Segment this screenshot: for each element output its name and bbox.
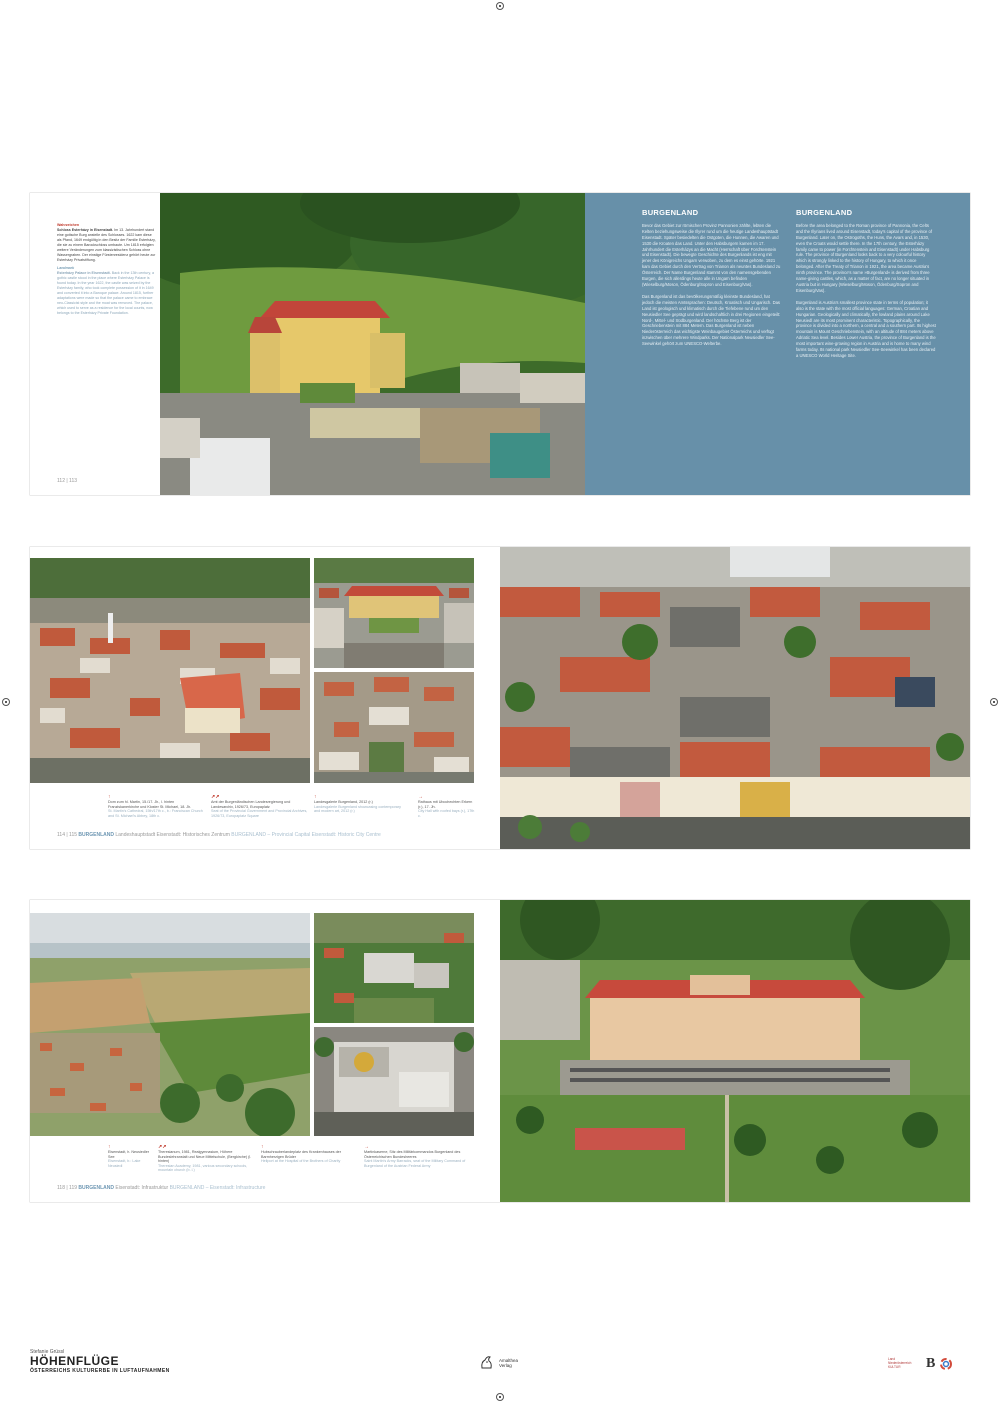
caption-4-en: City Hall with roofed bays (r.), 17th c.	[418, 809, 475, 818]
folio	[57, 1185, 265, 1191]
caption-2-de: Amt der Burgenländischen Landesregierung und Landesarchiv, 1926/73, Europaplatz	[211, 800, 291, 809]
folio-number: 114 | 115	[57, 832, 78, 838]
column-title-de: BURGENLAND	[642, 208, 699, 217]
caption-1-arrow: ↑	[108, 794, 111, 800]
book-subtitle: ÖSTERREICHS KULTURERBE IN LUFTAUFNAHMEN	[30, 1368, 170, 1374]
publisher-name	[499, 1358, 525, 1369]
publisher-line-1: Amalthea	[499, 1357, 519, 1363]
caption-1	[108, 795, 203, 818]
photo-eisenstadt-lake-neusiedl	[30, 913, 310, 1136]
spread-118-119	[30, 900, 970, 1202]
caption-4-en: Saint Martin's Army Barracks, seat of the Military Command of Burgenland of the Austrian Federal Army	[364, 1159, 466, 1168]
registration-mark-bottom	[496, 1393, 504, 1401]
publisher-line-2: Verlag	[499, 1363, 512, 1368]
publisher-logo	[478, 1354, 525, 1372]
text-panel-burgenland	[585, 193, 970, 495]
caption-4-de: Rathaus mit Ubochechten Erkern (r.), 17. Jh.	[418, 800, 473, 809]
photo-hospital-heliport	[314, 1027, 474, 1136]
caption-row	[108, 1145, 488, 1175]
caption-4-arrow: →	[364, 1144, 369, 1150]
column-german	[642, 210, 782, 353]
folio-title-de: Landeshauptstadt Eisenstadt: Historisches Zentrum	[115, 832, 230, 838]
folio-title-de: Eisenstadt: Infrastruktur	[115, 1185, 169, 1191]
caption-2-arrow: ↗↗	[158, 1144, 167, 1150]
caption-2-en: Theresian Academy, 1981, various secondary schools, mountain church (b. l.)	[158, 1163, 248, 1173]
sponsor-line-3: KULTUR	[888, 1364, 901, 1369]
caption-2-arrow: ↗↗	[211, 794, 220, 800]
column-english	[796, 210, 936, 365]
folio-number: 118 | 119	[57, 1185, 78, 1191]
registration-mark-right	[990, 698, 998, 706]
sponsor-logos	[888, 1356, 953, 1372]
caption-1-en: Eisenstadt, b.: Lake Neusiedl	[108, 1159, 141, 1168]
caption-3-de: Landesgalerie Burgenland, 2012 (r.)	[314, 800, 373, 804]
side-text-en: Back in the 13th century, a gothic castle stood in the place where Esterházy Palace is found today. In the year 1622, the castle was seized by the Esterházy family, who took complete possession of it in 1649 and converted it into a Baroque palace. Around 1815, further adaptations were made so that the palace came to embrace neo-Classicist style and the moat was removed. The palace, which used to serve as a residence for the local counts, now belongs to the Esterházy Private Foundation.	[57, 271, 155, 315]
caption-3-de: Hubschrauberlandeplatz des Krankenhauses der Barmherzigen Brüder	[261, 1150, 341, 1159]
side-heading-en: Landmark	[57, 266, 75, 270]
caption-1-de: Dom zum hl. Martin, 15./17. Jh., l. hinten Franziskanerkirche und Kloster St. Michael, 18. Jh.	[108, 800, 192, 809]
sponsor-lower-austria	[888, 1358, 922, 1369]
side-caption	[57, 223, 157, 319]
caption-1-arrow: ↑	[108, 1144, 111, 1150]
caption-3-arrow: ↑	[261, 1144, 264, 1150]
photo-st-martins-cathedral	[30, 558, 310, 783]
folio-title-en: BURGENLAND – Eisenstadt: Infrastructure	[169, 1185, 266, 1191]
photo-esterhazy-palace	[160, 193, 585, 495]
sponsor-ring-icon	[939, 1357, 953, 1371]
book-title: HÖHENFLÜGE	[30, 1354, 119, 1368]
caption-4-arrow: →	[418, 794, 423, 800]
caption-1-en: St. Martin's Cathedral, 15th/17th c., b.: Franciscan Church and St. Michael's Abbey, 18th c.	[108, 809, 203, 818]
column-title-en: BURGENLAND	[796, 208, 853, 217]
caption-3	[314, 795, 404, 814]
caption-1	[108, 1145, 153, 1168]
photo-martin-barracks	[500, 900, 970, 1202]
author-name: Stefanie Grüssl	[30, 1349, 65, 1355]
folio-section: BURGENLAND	[78, 832, 114, 838]
folio-section: BURGENLAND	[78, 1185, 114, 1191]
caption-1-de: Eisenstadt, h. Neusiedler See	[108, 1150, 149, 1159]
spread-112-113	[30, 193, 970, 495]
caption-4	[418, 795, 478, 818]
caption-3-en: Heliport at the Hospital of the Brothers of Charity	[261, 1159, 341, 1164]
caption-2-de: Theresianum, 1981, Realgymnasium, Höhere Bundeslehranstalt und Neue Mittelschule, (Bergkirche) (l. hinten)	[158, 1150, 252, 1164]
caption-3-en: Landesgalerie Burgenland showcasing contemporary and modern art, 2012 (r.)	[314, 804, 401, 814]
caption-2	[211, 795, 311, 818]
caption-4	[364, 1145, 474, 1168]
side-heading-de: Wahrzeichen	[57, 223, 80, 227]
folio-title-en: BURGENLAND – Provincial Capital Eisenstadt: Historic City Centre	[231, 832, 381, 838]
folio	[57, 832, 381, 838]
column-en-paragraph-1: Before the area belonged to the Roman province of Pannonia, the Celts and the Illyrians lived around Eisenstadt, today's capital of the province of Burgenland. Later on, the Ostrogoths, the Huns, the Avars and, in 1530, even the Croats would settle there. In the 17th century, the Esterházy family came to power (in Forchtenstein and Eisenstadt) under Habsburg rule. The province of Burgenland looks back to a very colourful history which is strongly linked to the history of Hungary, to which it once belonged. After the Treaty of Trianon in 1921, the area became Austria's ninth province. The province's name »Burgenland« is derived from three name-giving castles, which, as a matter of fact, are no longer situated in Austria but in Hungary (Wieselburg/Moson, Ödenburg/Sopron and Eisenburg/Vas).	[796, 222, 933, 293]
caption-row	[108, 795, 488, 825]
caption-3	[261, 1145, 356, 1164]
side-title-de: Schloss Esterházy in Eisenstadt.	[57, 228, 114, 232]
column-en-paragraph-2: Burgenland is Austria's smallest province state in terms of population; it also is the state with the most official languages: German, Croatian and Hungarian. Geologically and climatically, the lowland plains around Lake Neusiedl are its most prominent characteristic. Topographically, the province is divided into a northern, a central and a southern part. Its highest mountain is Mount Geschriebenstein, with an altitude of 884 meters above Adriatic Sea level. Besides Lower Austria, the province of Burgenland is the most important wine-growing region in Austria and is home to many wind farms today. Its national park Neusiedler See-Seewinkel has been declared a UNESCO World Heritage Site.	[796, 299, 936, 358]
column-de-paragraph-1: Bevor das Gebiet zur römischen Provinz Pannonien zählte, lebten die Kelten beziehungsweise die Illyrer rund um die heutige Landeshauptstadt Eisenstadt. Später besiedelten die Ostgoten, die Hunnen, die Awaren und 1530 die Kroaten das Land. Unter den Habsburgern kamen im 17. Jahrhundert die Esterházys an die Macht (Herrschaft über Forchtenstein und Eisenstadt). Die bewegte Geschichte des Burgenlands ist eng mit jener des Königreichs Ungarn verwoben, zu dem es einst gehörte. 1921 kam das Gebiet durch den Vertrag von Trianon als neuntes Bundesland zu Österreich. Der Name Burgenland stammt von den namensgebenden Burgen, die sich allerdings heute alle in Ungarn befinden (Wieselburg/Moson, Ödenburg/Sopron und Eisenburg/Vas).	[642, 222, 781, 287]
photo-city-hall-old-town	[500, 547, 970, 849]
folio: 112 | 113	[57, 478, 78, 484]
photo-landesgalerie	[314, 672, 474, 783]
photo-provincial-government	[314, 558, 474, 668]
caption-2	[158, 1145, 253, 1173]
registration-mark-top	[496, 2, 504, 10]
caption-4-de: Martinkaserne, Sitz des Militärkommandos Burgenland des Österreichischen Bundesheeres	[364, 1150, 461, 1159]
column-de-paragraph-2: Das Burgenland ist das bevölkerungsmäßig kleinste Bundesland, hat jedoch die meisten Amtssprachen: Deutsch, Kroatisch und Ungarisch. Das Land ist geologisch und klimatisch durch die Tiefebene rund um den Neusiedler See geprägt und wird landschaftlich in drei Regionen eingeteilt: Nord-, Mittel- und Südburgenland. Der höchste Berg ist der Geschriebenstein mit 884 Metern. Das Burgenland ist neben Niederösterreich das wichtigste Weinbaugebiet Österreichs und verfügt inzwischen über mehrere Windparks. Der Nationalpark Neusiedler See-Seewinkel gehört zum UNESCO-Welterbe.	[642, 293, 781, 347]
amalthea-goat-icon	[478, 1354, 496, 1372]
side-text-de: Im 13. Jahrhundert stand eine gotische Burg anstelle des Schlosses. 1622 kam diese als Pfand, 1649 endgültig in den Besitz der Familie Esterházy, die sie zu einem Barockschloss umbaute. Um 1815 erfolgten weitere Veränderungen zum klassizistischen Schloss ohne Wassergraben. Der einstige Fürstenresidenz gehört heute zur Esterházy Privatstiftung.	[57, 228, 156, 262]
photo-theresianum	[314, 913, 474, 1023]
side-title-en: Esterházy Palace in Eisenstadt.	[57, 271, 111, 275]
caption-2-en: Seat of the Provincial Government and Provincial Archives, 1926/73, Europaplatz Square	[211, 809, 308, 818]
registration-mark-left	[2, 698, 10, 706]
book-title-block	[30, 1349, 170, 1374]
sponsor-line-2: Niederösterreich	[888, 1361, 912, 1366]
sponsor-b-logo: B	[926, 1356, 936, 1371]
caption-3-arrow: ↑	[314, 794, 317, 800]
spread-114-115	[30, 547, 970, 849]
sponsor-line-1: Land	[888, 1357, 896, 1362]
